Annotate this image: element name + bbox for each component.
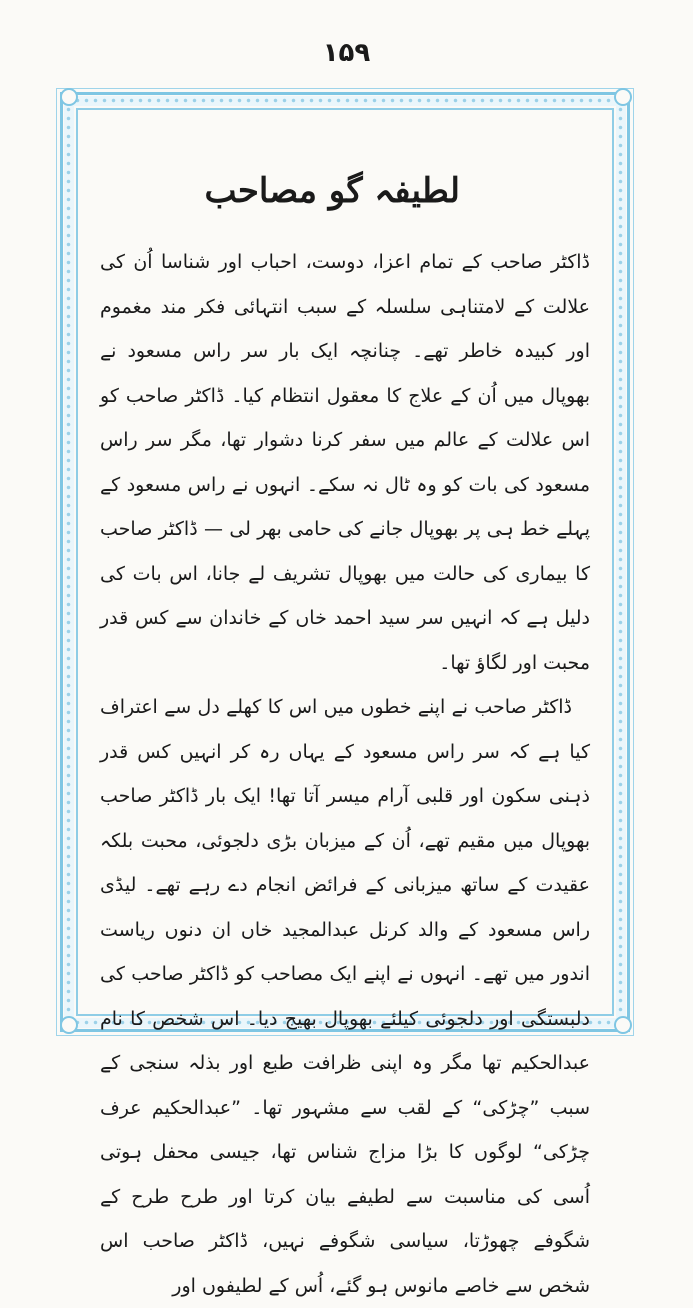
corner-ornament-icon: [60, 88, 78, 106]
corner-ornament-icon: [614, 88, 632, 106]
corner-ornament-icon: [60, 1016, 78, 1034]
page-content: [100, 168, 590, 1308]
corner-ornament-icon: [614, 1016, 632, 1034]
paragraph: ڈاکٹر صاحب نے اپنے خطوں میں اس کا کھلے دل سے اعتراف کیا ہے کہ سر راس مسعود کے یہاں رہ کر انہیں کس قدر ذہنی سکون اور قلبی آرام میسر آتا تھا! ایک بار ڈاکٹر صاحب بھوپال میں مقیم تھے، اُن کے میزبان بڑی دلجوئی، محبت بلکہ عقیدت کے ساتھ میزبانی کے فرائض انجام دے رہے تھے۔ لیڈی راس مسعود کے والد کرنل عبدالمجید خاں ان دنوں ریاست اندور میں تھے۔ انہوں نے اپنے ایک مصاحب کو ڈاکٹر صاحب کی دلبستگی اور دلجوئی کیلئے بھوپال بھیج دیا۔ اس شخص کا نام عبدالحکیم تھا مگر وہ اپنی ظرافت طبع اور بذلہ سنجی کے سبب ”چڑکی“ کے لقب سے مشہور تھا۔ ”عبدالحکیم عرف چڑکی“ لوگوں کا بڑا مزاج شناس تھا، جیسی محفل ہوتی اُسی کی مناسبت سے لطیفے بیان کرتا اور طرح طرح کے شگوفے چھوڑتا، سیاسی شگوفے نہیں، ڈاکٹر صاحب اس شخص سے خاصے مانوس ہو گئے، اُس کے لطیفوں اور: [100, 696, 590, 1297]
paragraph: ڈاکٹر صاحب کے تمام اعزا، دوست، احباب اور شناسا اُن کی علالت کے لامتناہی سلسلہ کے سبب انتہائی فکر مند مغموم اور کبیدہ خاطر تھے۔ چنانچہ ایک بار سر راس مسعود نے بھوپال میں اُن کے علاج کا معقول انتظام کیا۔ ڈاکٹر صاحب کو اس علالت کے عالم میں سفر کرنا دشوار تھا، مگر سر راس مسعود کی بات کو وہ ٹال نہ سکے۔ انہوں نے راس مسعود کے پہلے خط ہی پر بھوپال جانے کی حامی بھر لی — ڈاکٹر صاحب کا بیماری کی حالت میں بھوپال تشریف لے جانا، اس بات کی دلیل ہے کہ انہیں سر سید احمد خاں کے خاندان سے کس قدر محبت اور لگاؤ تھا۔: [100, 251, 590, 674]
page-number: ۱۵۹: [322, 38, 371, 68]
chapter-title: لطیفہ گو مصاحب: [204, 171, 460, 211]
